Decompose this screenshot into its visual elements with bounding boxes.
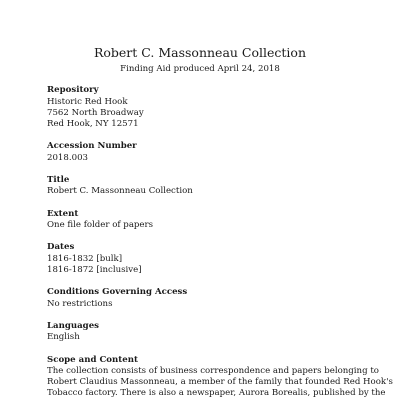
accession-value: 2018.003 xyxy=(47,152,89,163)
extent-section xyxy=(47,209,367,232)
access-label: Conditions Governing Access xyxy=(47,287,188,298)
document-header xyxy=(0,45,400,75)
scope-line: Tobacco factory. There is also a newspaper, Aurora Borealis, published by the xyxy=(47,388,386,399)
repository-label: Repository xyxy=(47,85,99,95)
access-section xyxy=(47,287,367,310)
scope-section xyxy=(47,354,393,400)
title-label: Title xyxy=(47,174,70,185)
dates-inclusive: 1816-1872 [inclusive] xyxy=(47,264,142,275)
languages-value: English xyxy=(47,332,80,343)
title-value: Robert C. Massonneau Collection xyxy=(47,186,193,197)
repository-name: Historic Red Hook xyxy=(47,96,128,107)
scope-line: The collection consists of business correspondence and papers belonging to xyxy=(47,366,379,377)
dates-bulk: 1816-1832 [bulk] xyxy=(47,253,123,264)
document-title: Robert C. Massonneau Collection xyxy=(93,45,307,60)
access-value: No restrictions xyxy=(47,298,113,309)
document-subtitle: Finding Aid produced April 24, 2018 xyxy=(120,64,280,74)
languages-label: Languages xyxy=(47,320,99,331)
finding-aid-fields xyxy=(47,85,393,400)
accession-label: Accession Number xyxy=(47,141,137,152)
repository-city: Red Hook, NY 12571 xyxy=(47,118,139,129)
repository-section xyxy=(47,85,367,130)
scope-line: Robert Claudius Massonneau, a member of the family that founded Red Hook's xyxy=(47,377,393,388)
extent-label: Extent xyxy=(47,208,79,219)
repository-street: 7562 North Broadway xyxy=(47,107,144,118)
scope-label: Scope and Content xyxy=(47,354,138,365)
languages-section xyxy=(47,321,367,344)
title-section xyxy=(47,175,367,198)
dates-section xyxy=(47,242,367,276)
extent-value: One file folder of papers xyxy=(47,220,154,231)
dates-label: Dates xyxy=(47,242,75,253)
accession-section xyxy=(47,141,367,164)
